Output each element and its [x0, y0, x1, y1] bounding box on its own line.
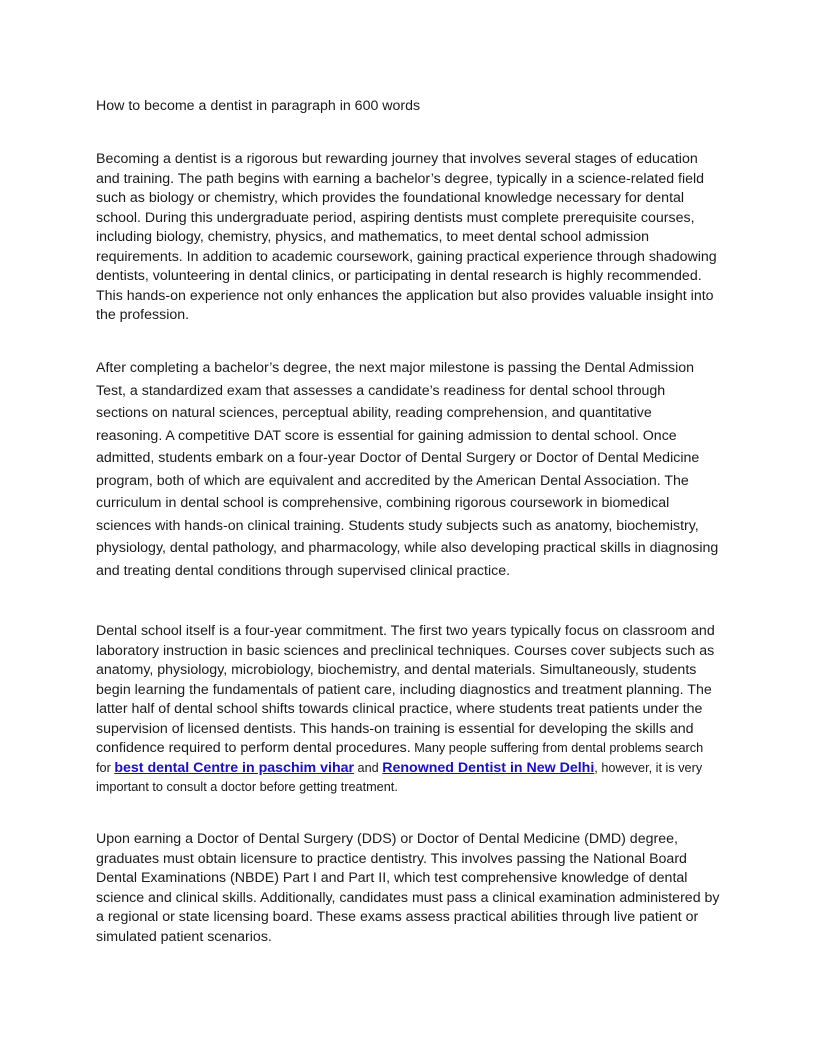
promo-intro-text: Many people suffering from dental problems search for — [96, 741, 704, 775]
paragraph-licensure: Upon earning a Doctor of Dental Surgery (DDS) or Doctor of Dental Medicine (DMD) degree, graduates must obtain licensure to practice dentistry. This involves passing the National Board Dental Examinations (NBDE) Part I and Part II, which test comprehensive knowledge of dental science and clinical skills. Additionally, candidates must pass a clinical examination administered by a regional or state licensing board. These exams assess practical abilities through live patient or simulated patient scenarios. — [96, 831, 720, 945]
paragraph-dental-school-text: Dental school itself is a four-year commitment. The first two years typically focus on classroom and laboratory instruction in basic sciences and preclinical techniques. Courses cover subjects such as anatomy, physiology, microbiology, biochemistry, and dental materials. Simultaneously, students begin learning the fundamentals of patient care, including diagnostics and treatment planning. The latter half of dental school shifts towards clinical practice, where students treat patients under the supervision of licensed dentists. This hands-on training is essential for developing the skills and confidence required to perform dental procedures. — [96, 623, 715, 756]
renowned-dentist-link[interactable]: Renowned Dentist in New Delhi — [382, 759, 595, 776]
paragraph-education-path: Becoming a dentist is a rigorous but rewarding journey that involves several stages of education and training. The path begins with earning a bachelor’s degree, typically in a science-related field such as biology or chemistry, which provides the foundational knowledge necessary for dental school. During this undergraduate period, aspiring dentists must complete prerequisite courses, including biology, chemistry, physics, and mathematics, to meet dental school admission requirements. In addition to academic coursework, gaining practical experience through shadowing dentists, volunteering in dental clinics, or participating in dental research is highly recommended. This hands-on experience not only enhances the application but also provides valuable insight into the profession. — [96, 151, 717, 323]
paragraph-dental-school — [96, 622, 720, 798]
document-title: How to become a dentist in paragraph in 600 words — [96, 98, 421, 114]
best-dental-centre-link[interactable]: best dental Centre in paschim vihar — [114, 759, 355, 776]
promo-outro-text: , however, it is very important to consult a doctor before getting treatment. — [96, 760, 703, 794]
promo-connector-text: and — [354, 760, 383, 775]
paragraph-dat-exam: After completing a bachelor’s degree, the next major milestone is passing the Dental Admission Test, a standardized exam that assesses a candidate’s readiness for dental school through sections on natural sciences, perceptual ability, reading comprehension, and quantitative reasoning. A competitive DAT score is essential for gaining admission to dental school. Once admitted, students embark on a four-year Doctor of Dental Surgery or Doctor of Dental Medicine program, both of which are equivalent and accredited by the American Dental Association. The curriculum in dental school is comprehensive, combining rigorous coursework in biomedical sciences with hands-on clinical training. Students study subjects such as anatomy, biochemistry, physiology, dental pathology, and pharmacology, while also developing practical skills in diagnosing and treating dental conditions through supervised clinical practice. — [96, 360, 719, 579]
